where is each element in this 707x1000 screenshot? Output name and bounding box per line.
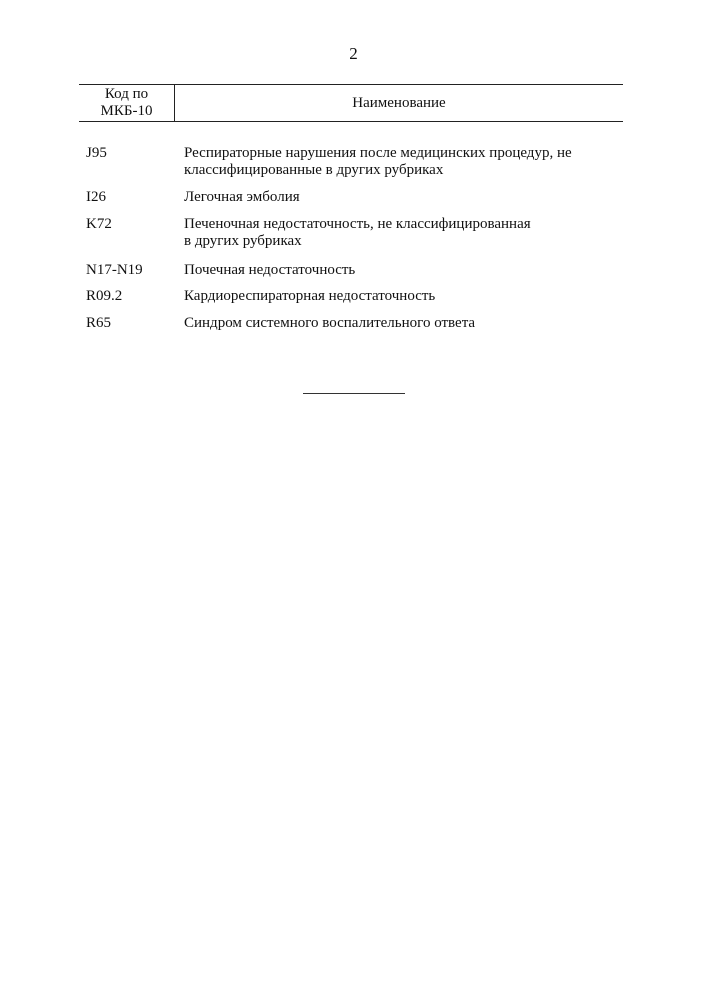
row-code: J95 [86,145,107,161]
row-name-line: Легочная эмболия [184,189,300,205]
header-code-line2: МКБ-10 [100,103,153,119]
table-header [79,84,623,122]
header-code-column [79,85,175,121]
header-name-column: Наименование [352,95,446,111]
row-code: R65 [86,315,112,331]
row-code: I26 [86,189,106,205]
row-name-line: Респираторные нарушения после медицинских процедур, не [184,145,572,161]
end-of-document-rule [303,393,405,394]
row-name-line: Кардиореспираторная недостаточность [184,288,436,304]
row-name [184,189,624,206]
row-name-line: в других рубриках [184,233,302,249]
row-name [184,262,624,279]
row-name [184,216,624,250]
row-name [184,288,624,305]
row-name-line: Печеночная недостаточность, не классифицированная [184,216,531,232]
row-name-line: классифицированные в других рубриках [184,162,444,178]
row-code: N17-N19 [86,262,143,278]
row-name [184,145,624,179]
header-code-line1: Код по [104,86,149,102]
row-name-line: Почечная недостаточность [184,262,356,278]
page-number: 2 [349,44,358,63]
row-name [184,315,624,332]
row-code: K72 [86,216,112,232]
row-name-line: Синдром системного воспалительного ответа [184,315,476,331]
row-code: R09.2 [86,288,123,304]
